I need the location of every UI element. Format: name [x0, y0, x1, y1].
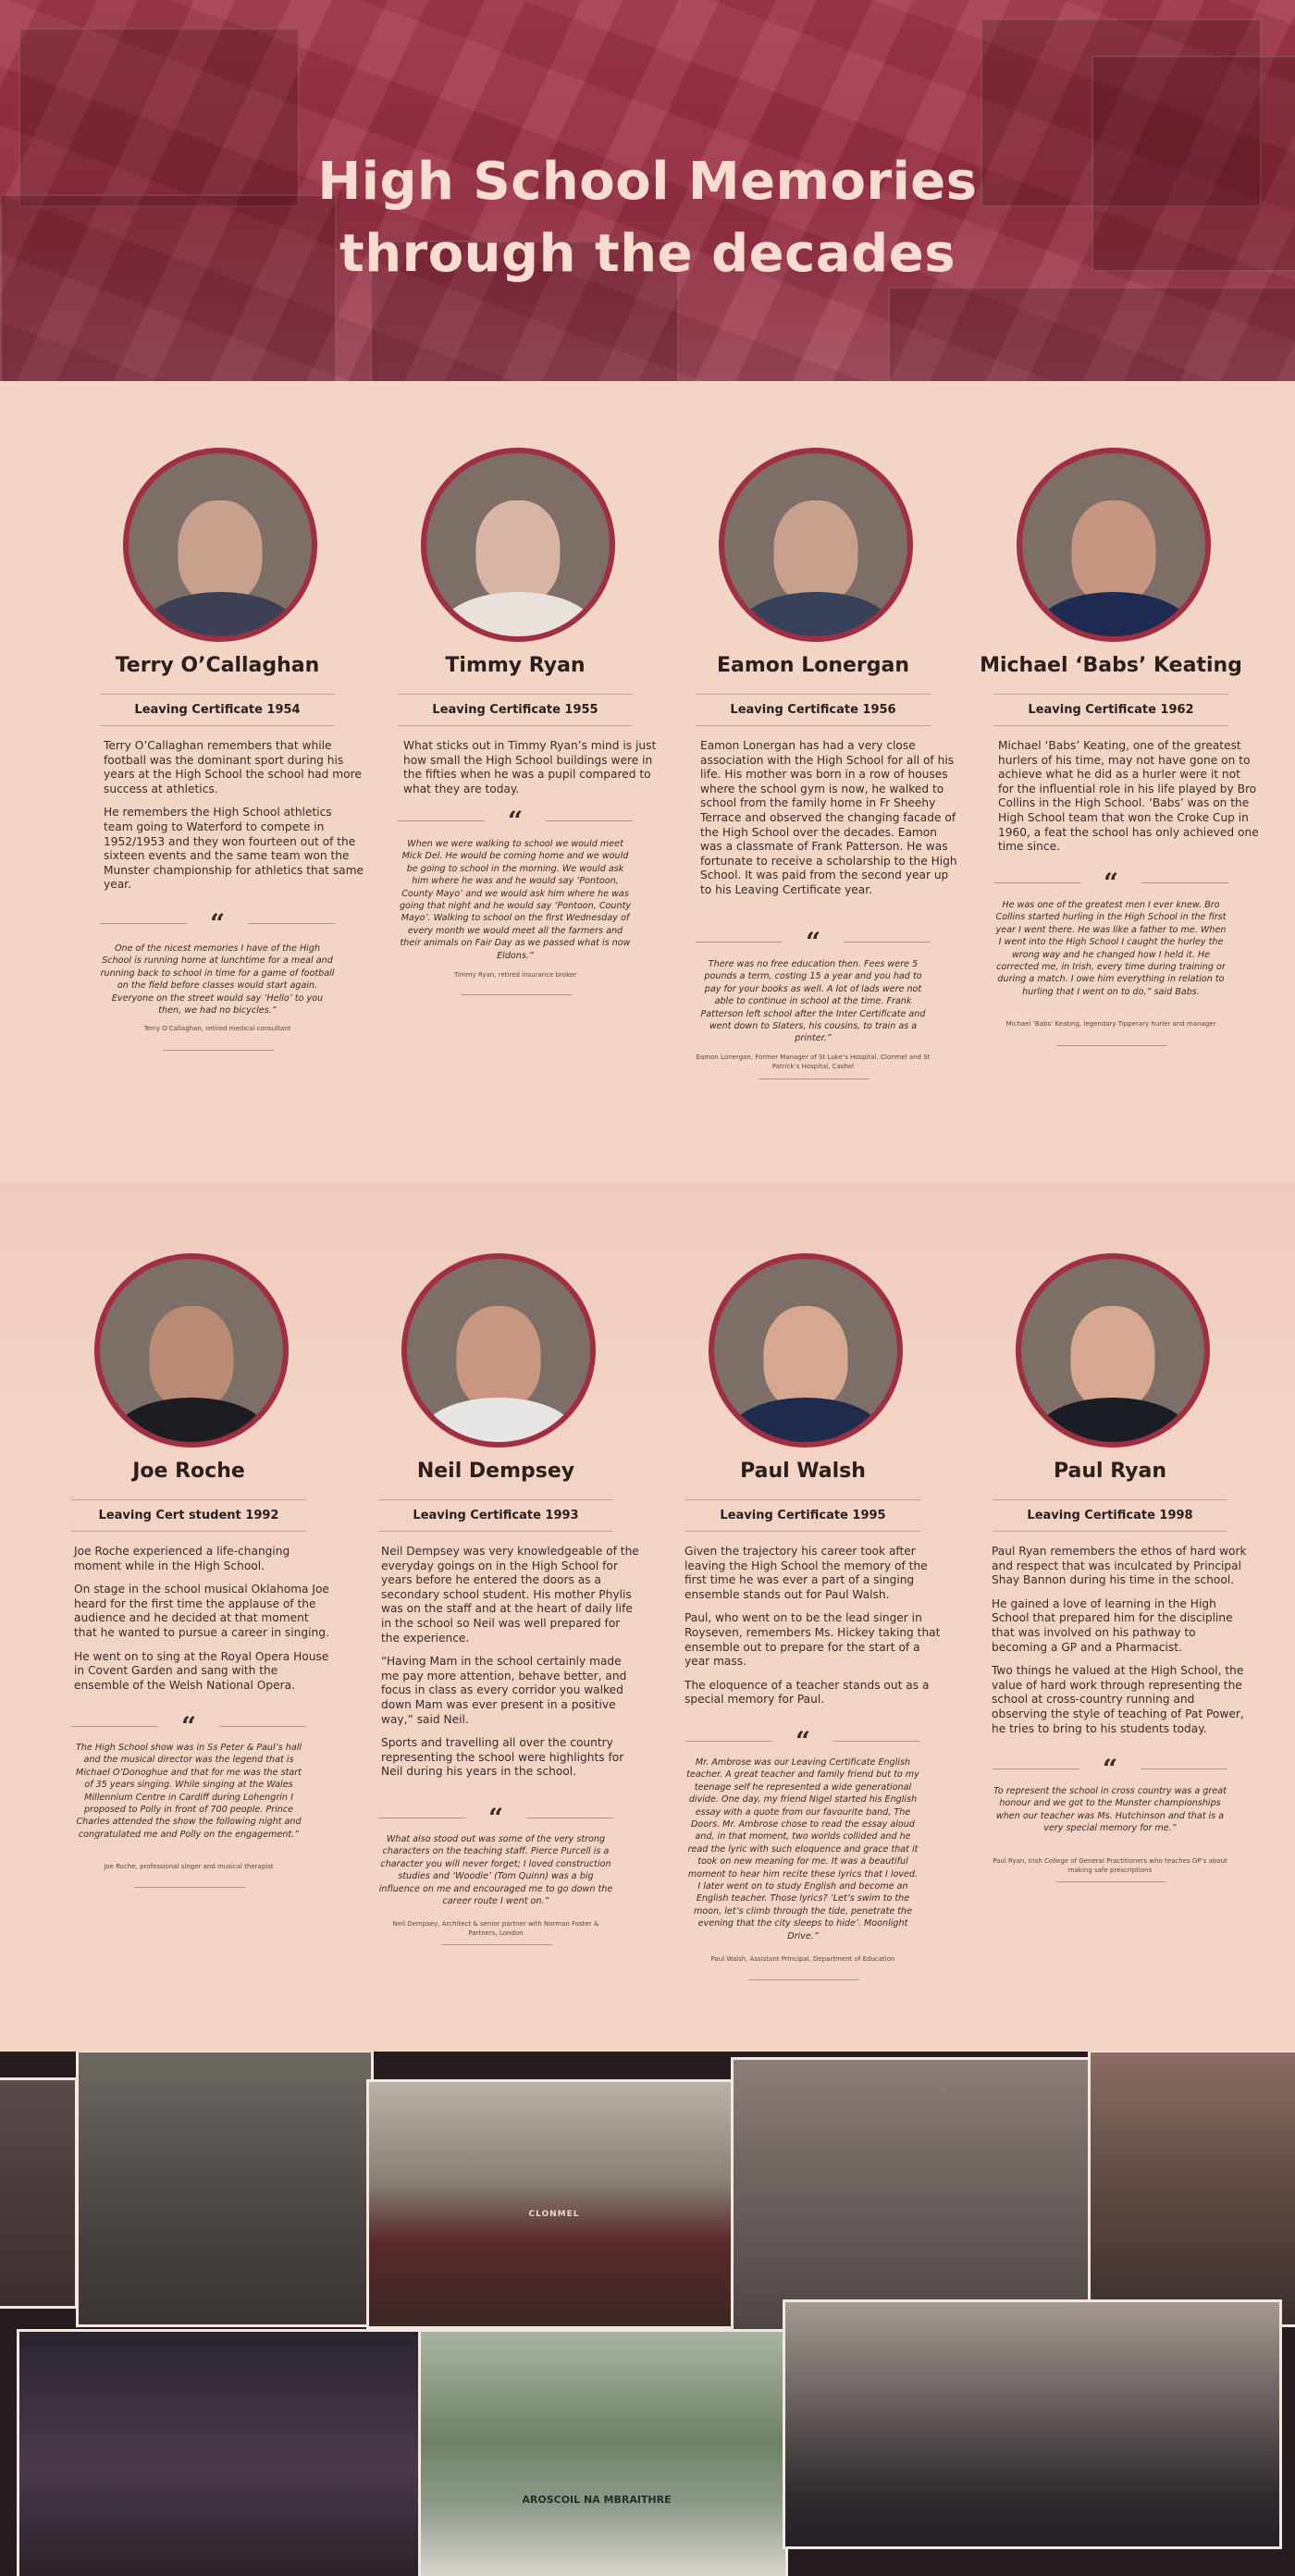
page-title	[0, 146, 1295, 290]
quote-attribution: Neil Dempsey, Architect & senior partner with Norman Foster & Partners, London	[392, 1920, 599, 1937]
collage-photo-cake-ceremony	[76, 2052, 374, 2327]
collage-photo-hurling-team	[366, 2079, 736, 2329]
quote-mark-icon: “	[685, 1732, 920, 1748]
divider	[134, 1887, 245, 1888]
certificate-year: Leaving Certificate 1962	[993, 694, 1228, 726]
divider	[1055, 1881, 1166, 1882]
collage-photo-band-performance	[17, 2329, 424, 2576]
memory-quote: There was no free education then. Fees were 5 pounds a term, costing 15 a year and you had to pay for your books as well. A lot of lads were not able to continue in school at the time. Frank Patterson left school after the Inter Certificate and went down to Slaters, his cousins, to train as a printer.”	[700, 959, 926, 1044]
story-paragraph: Paul, who went on to be the lead singer in Royseven, remembers Ms. Hickey taking that ensemble out to prepare for the start of a year mass.	[684, 1611, 941, 1669]
story-paragraph: He gained a love of learning in the High School that prepared him for the discipline that was involved on his pathway to becoming a GP and a Pharmacist.	[992, 1596, 1233, 1654]
collage-photo-woman	[0, 2077, 78, 2309]
person-name: Timmy Ryan	[445, 654, 586, 677]
story-paragraph: On stage in the school musical Oklahoma Joe heard for the first time the applause of the audience and he decided at that moment that he wanted to pursue a career in singing.	[74, 1583, 329, 1639]
portrait-terry-ocallaghan	[123, 448, 317, 642]
jersey-lettering: CLONMEL	[528, 2210, 580, 2219]
photo-collage	[0, 2052, 1295, 2576]
story-paragraph: Two things he valued at the High School, the value of hard work through representing the school at cross-country running and observing the style of teaching of Pat Power, he tries to bring to his students today.	[992, 1664, 1244, 1735]
portrait-neil-dempsey	[401, 1253, 596, 1448]
quote-mark-icon: “	[993, 1759, 1227, 1776]
title-line-2: through the decades	[339, 224, 956, 284]
person-story	[684, 1545, 945, 1717]
person-story	[992, 1545, 1252, 1745]
story-paragraph: Neil Dempsey was very knowledgeable of the everyday goings on in the High School for years before he entered the doors as a secondary school student. His mother Phylis was on the staff and at the heart of daily life in the school so Neil was well prepared for the experience.	[381, 1545, 639, 1645]
person-name: Eamon Lonergan	[716, 654, 910, 677]
divider	[748, 1979, 859, 1980]
portrait-eamon-lonergan	[719, 448, 913, 642]
story-paragraph: He went on to sing at the Royal Opera House in Covent Garden and sang with the ensemble of the Welsh National Opera.	[74, 1649, 329, 1692]
quote-mark-icon: “	[100, 914, 335, 931]
boat-lettering: AROSCOIL NA MBRAITHRE	[522, 2494, 672, 2506]
collage-photo-students	[1088, 2052, 1295, 2327]
story-paragraph: Michael ‘Babs’ Keating, one of the greatest hurlers of his time, may not have gone on to achieve what he did as a hurler were it not for the influential role in his life played by Bro Collins in the High School. ‘Babs’ was on the High School team that won the Croke Cup in 1960, a feat the school has only achieved one time since.	[998, 739, 1259, 854]
person-name: Neil Dempsey	[416, 1460, 575, 1483]
memory-quote: The High School show was in Ss Peter & Paul’s hall and the musical director was the legend that is Michael O’Donoghue and that for me was the start of 35 years singing. While singing at the Wales Millennium Centre in Cardiff during Lohengrin I proposed to Polly in front of 700 people. Prince Charles attended the show the following night and congratulated me and Polly on the engagement.”	[75, 1743, 302, 1840]
divider	[441, 1944, 552, 1945]
person-story	[74, 1545, 335, 1702]
divider	[1056, 1045, 1167, 1046]
collage-photo-elderly-visit	[731, 2057, 1093, 2335]
collage-photo-boat	[418, 2329, 788, 2576]
collage-photo-class-group	[783, 2299, 1282, 2549]
person-name: Paul Walsh	[740, 1460, 866, 1483]
memory-quote: One of the nicest memories I have of the High School is running home at lunchtime for a meal and running back to school in time for a game of football on the field before classes would start again. Everyone on the street would say ‘Hello’ to you then, we had no bicycles.”	[100, 943, 335, 1017]
title-line-1: High School Memories	[317, 152, 978, 212]
certificate-year: Leaving Certificate 1995	[685, 1499, 920, 1532]
header-banner	[0, 0, 1295, 381]
quote-attribution: Terry O’Callaghan, retired medical consultant	[143, 1025, 291, 1032]
divider	[163, 1050, 274, 1051]
quote-attribution: Michael ‘Babs’ Keating, legendary Tipperary hurler and manager	[1005, 1020, 1216, 1028]
person-story	[381, 1545, 642, 1789]
certificate-year: Leaving Certificate 1955	[398, 694, 633, 726]
quote-attribution: Paul Walsh, Assistant Principal, Department of Education	[710, 1955, 895, 1963]
certificate-year: Leaving Certificate 1954	[100, 694, 335, 726]
person-story	[700, 739, 961, 907]
person-name: Joe Roche	[132, 1460, 245, 1483]
header-background-photo	[888, 287, 1295, 381]
story-paragraph: The eloquence of a teacher stands out as a special memory for Paul.	[684, 1678, 930, 1707]
quote-attribution: Eamon Lonergan, Former Manager of St Luke’s Hospital, Clonmel and St Patrick’s Hospital, Cashel	[696, 1054, 931, 1070]
quote-attribution: Timmy Ryan, retired insurance broker	[453, 971, 577, 979]
story-paragraph: Terry O’Callaghan remembers that while football was the dominant sport during his years at the High School the school had more success at athletics.	[104, 739, 362, 795]
person-story	[998, 739, 1259, 864]
quote-mark-icon: “	[398, 811, 633, 828]
memory-quote: He was one of the greatest men I ever knew. Bro Collins started hurling in the High School in the first year I went there. He was like a father to me. When I went into the High School I caught the hurley the wrong way and he changed how I held it. He corrected me, in Irish, every time during training or during a match. I owe him everything in relation to hurling that I went on to do,” said Babs.	[995, 900, 1227, 997]
story-paragraph: “Having Mam in the school certainly made me pay more attention, behave better, and focus in class as every corridor you walked down Mam was ever present in a positive way,” said Neil.	[381, 1655, 627, 1726]
memory-quote: To represent the school in cross country was a great honour and we got to the Munster championships when our teacher was Ms. Hutchinson and that is a very special memory for me.”	[993, 1786, 1227, 1834]
certificate-year: Leaving Certificate 1998	[993, 1499, 1227, 1532]
story-paragraph: Paul Ryan remembers the ethos of hard work and respect that was inculcated by Principal Shay Bannon during his time in the school.	[992, 1545, 1247, 1587]
person-name: Terry O’Callaghan	[115, 654, 320, 677]
quote-attribution: Joe Roche, professional singer and musical therapist	[104, 1863, 274, 1870]
person-name: Michael ‘Babs’ Keating	[980, 654, 1242, 677]
quote-attribution: Paul Ryan, Irish College of General Practitioners who teaches GP’s about making safe prescriptions	[993, 1857, 1227, 1874]
story-paragraph: Joe Roche experienced a life-changing moment while in the High School.	[74, 1545, 290, 1572]
person-story	[403, 739, 664, 806]
quote-mark-icon: “	[696, 932, 931, 949]
portrait-paul-ryan	[1016, 1253, 1210, 1448]
divider	[758, 1078, 870, 1079]
person-story	[104, 739, 364, 902]
person-name: Paul Ryan	[1053, 1460, 1167, 1483]
quote-mark-icon: “	[993, 873, 1228, 890]
story-paragraph: Given the trajectory his career took after leaving the High School the memory of the first time he was ever a part of a singing ensemble stands out for Paul Walsh.	[684, 1545, 928, 1601]
memory-quote: When we were walking to school we would meet Mick Del. He would be coming home and we would be going to school in the morning. We would ask him where he was and he would say ‘Pontoon, County Mayo’ and we would ask him where he was going that night and he would say ‘Pontoon, County Mayo’. Walking to school on the first Wednesday of every month we would meet all the farmers and their animals on Fair Day as we passed what is now Eldons.”	[399, 839, 632, 961]
certificate-year: Leaving Certificate 1993	[378, 1499, 613, 1532]
quote-mark-icon: “	[71, 1717, 306, 1733]
divider	[461, 994, 572, 995]
memory-quote: What also stood out was some of the very strong characters on the teaching staff. Pierce Purcell is a character you will never forget; I loved construction studies and ‘Woodie’ (Tom Quinn) was a big influence on me and encouraged me to go down the career route I went on.”	[378, 1834, 613, 1907]
story-paragraph: He remembers the High School athletics team going to Waterford to compete in 1952/1953 and they won fourteen out of the sixteen events and the same team won the Munster championship for athletics that same year.	[104, 806, 364, 892]
story-paragraph: What sticks out in Timmy Ryan’s mind is just how small the High School buildings were in the fifties when he was a pupil compared to what they are today.	[403, 739, 657, 795]
quote-mark-icon: “	[378, 1808, 613, 1825]
portrait-paul-walsh	[709, 1253, 903, 1448]
certificate-year: Leaving Cert student 1992	[71, 1499, 306, 1532]
certificate-year: Leaving Certificate 1956	[696, 694, 931, 726]
portrait-joe-roche	[94, 1253, 289, 1448]
story-paragraph: Sports and travelling all over the country representing the school were highlights for Neil during his years in the school.	[381, 1736, 624, 1779]
portrait-michael-babs-keating	[1017, 448, 1211, 642]
memory-quote: Mr. Ambrose was our Leaving Certificate English teacher. A great teacher and family friend but to my teenage self he represented a wide generational divide. One day, my friend Nigel started his English essay with a quote from our favourite band, The Doors. Mr. Ambrose chose to read the essay aloud and, in that moment, two worlds collided and he read the lyric with such eloquence and grace that it took on new meaning for me. It was a beautiful moment to hear him recite these lyrics that I loved. I later went on to study English and become an English teacher. Those lyrics? ‘Let’s swim to the moon, let’s climb through the tide, penetrate the evening that the city sleeps to hide’. Moonlight Drive.”	[686, 1757, 919, 1941]
portrait-timmy-ryan	[421, 448, 615, 642]
story-paragraph: Eamon Lonergan has had a very close association with the High School for all of his life. His mother was born in a row of houses where the school gym is now, he walked to school from the family home in Fr Sheehy Terrace and observed the changing facade of the High School over the decades. Eamon was a classmate of Frank Patterson. He was fortunate to receive a scholarship to the High School. It was paid from the second year up to his Leaving Certificate year.	[700, 739, 957, 896]
